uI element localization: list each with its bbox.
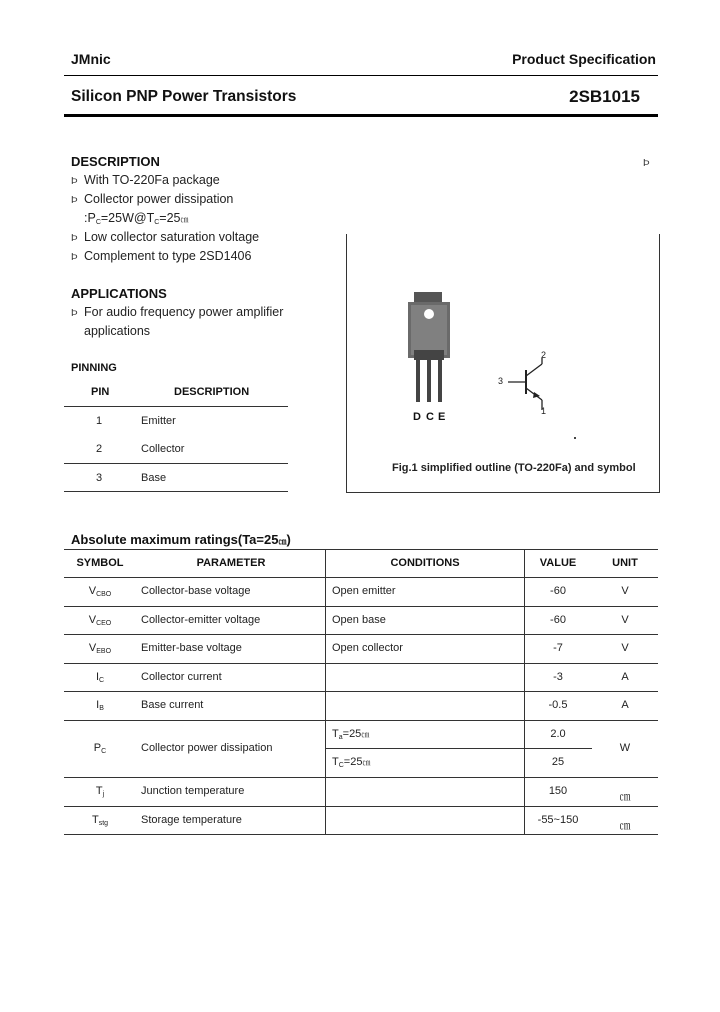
pin-number: 1 [96,415,103,427]
parameter-cell: Collector power dissipation [141,742,273,754]
unit-cell: V [621,614,629,626]
application-item: For audio frequency power amplifier [84,305,284,319]
symbol-cell: $T_{stg}$ [91,814,109,827]
stray-dot [574,437,576,439]
unit-cell: ㎝ [619,791,631,803]
symbol-cell: $P_C$ [93,742,107,755]
pinning-heading: PINNING [71,362,117,374]
condition-cell: Open emitter [332,585,396,597]
part-number: 2SB1015 [569,87,640,106]
table-rule [64,720,658,721]
table-rule [64,634,658,635]
unit-cell: V [621,642,629,654]
symbol-cell: $V_{CEO}$ [88,614,112,627]
package-pin-label: D [413,411,421,423]
pin-number: 2 [96,443,103,455]
pin-description: Collector [141,443,185,455]
unit-cell: A [621,699,629,711]
description-heading: DESCRIPTION [71,154,160,169]
condition-cell: Open base [332,614,386,626]
value-cell: -3 [553,671,563,683]
unit-cell: ㎝ [619,820,631,832]
emitter-pin-label: 1 [541,406,547,416]
table-rule [64,806,658,807]
collector-pin-label: 2 [541,350,547,360]
base-pin-label: 3 [498,376,504,386]
parameter-column-header: PARAMETER [196,557,266,569]
value-cell: -0.5 [548,699,568,711]
parameter-cell: Emitter-base voltage [141,642,242,654]
figure-caption: Fig.1 simplified outline (TO-220Fa) and symbol [392,462,636,474]
condition-cell: $T_C=25㎝$ [332,756,371,769]
page-title: Silicon PNP Power Transistors [71,88,297,105]
symbol-cell: $V_{EBO}$ [88,642,112,655]
value-cell: 25 [551,756,565,768]
applications-heading: APPLICATIONS [71,286,167,301]
parameter-cell: Collector-base voltage [141,585,251,597]
title-divider [64,114,658,117]
package-pin-label: E [438,411,446,423]
symbol-cell: $I_C$ [95,671,105,684]
power-dissipation-spec: $:P_C=25W@T_C=25㎝$ [84,211,189,226]
table-rule [64,463,288,464]
ratings-heading: Absolute maximum ratings(Ta=25㎝) [71,532,291,547]
value-cell: -7 [553,642,563,654]
condition-cell: $T_a=25㎝$ [332,728,370,741]
description-column-header: DESCRIPTION [174,386,250,398]
parameter-cell: Collector-emitter voltage [141,614,261,626]
package-pin-label: C [426,411,434,423]
unit-column-header: UNIT [612,557,638,569]
value-cell: 150 [548,785,568,797]
parameter-cell: Base current [141,699,204,711]
description-item: Collector power dissipation [84,192,234,206]
pin-description: Emitter [141,415,176,427]
symbol-column-header: SYMBOL [76,557,124,569]
unit-cell: V [621,585,629,597]
column-rule [325,549,326,835]
to220fa-package-icon [400,290,460,420]
description-item: Complement to type 2SD1406 [84,249,252,263]
table-rule [64,549,658,550]
corner-mark: Þ [643,158,650,169]
description-item: Low collector saturation voltage [84,230,260,244]
parameter-cell: Junction temperature [141,785,245,797]
description-item: With TO-220Fa package [84,173,220,187]
value-cell: -60 [550,614,566,626]
company-name: JMnic [71,51,111,67]
bullet-icon: Þ [71,195,78,206]
value-cell: 2.0 [550,728,566,740]
table-rule [64,834,658,835]
table-rule [64,406,288,407]
header-divider [64,75,658,76]
document-type: Product Specification [512,51,656,67]
pnp-transistor-symbol-icon [508,358,558,414]
pin-number: 3 [96,472,103,484]
bullet-icon: Þ [71,233,78,244]
bullet-icon: Þ [71,252,78,263]
value-column-header: VALUE [539,557,577,569]
conditions-column-header: CONDITIONS [390,557,460,569]
value-cell: -60 [550,585,566,597]
bullet-icon: Þ [71,176,78,187]
table-rule [64,577,658,578]
symbol-cell: $V_{CBO}$ [88,585,112,598]
table-rule [64,777,658,778]
parameter-cell: Storage temperature [141,814,242,826]
pin-description: Base [141,472,167,484]
unit-cell: A [621,671,629,683]
table-rule [64,663,658,664]
table-rule [64,606,658,607]
value-cell: -55~150 [537,814,579,826]
symbol-cell: $T_j$ [95,785,105,798]
symbol-cell: $I_B$ [96,699,104,712]
application-item: applications [84,324,151,338]
table-rule [325,748,592,749]
condition-cell: Open collector [332,642,403,654]
pin-column-header: PIN [91,386,110,398]
unit-cell: W [619,742,631,754]
table-rule [64,691,658,692]
bullet-icon: Þ [71,308,78,319]
figure-box [346,234,660,493]
table-rule [64,491,288,492]
parameter-cell: Collector current [141,671,222,683]
